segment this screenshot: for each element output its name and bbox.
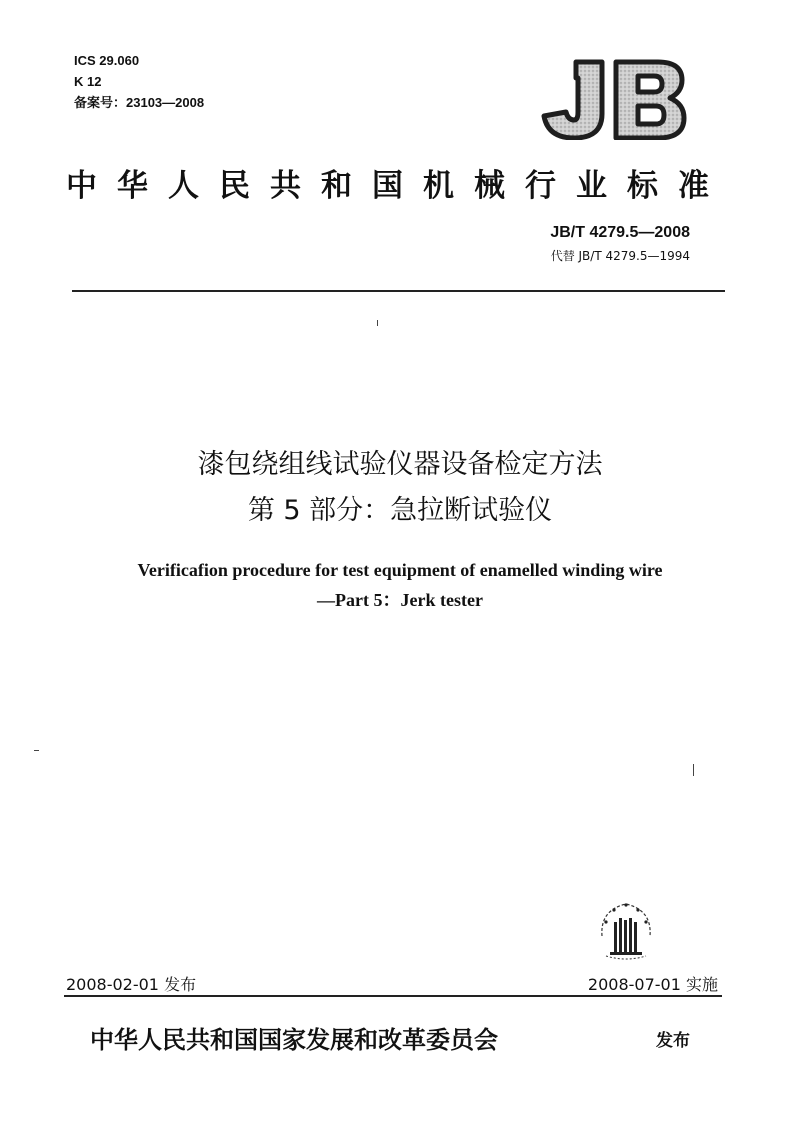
industry-standard-title: 中华人民共和国机械行业标准 <box>66 168 729 204</box>
header-divider <box>72 290 725 292</box>
title-english-line2: —Part 5：Jerk tester <box>317 590 483 610</box>
ccs-code: K 12 <box>74 74 102 89</box>
publisher-seal-icon <box>592 896 660 960</box>
issuing-authority-suffix: 发布 <box>656 1031 690 1051</box>
title-chinese-line1: 漆包绕组线试验仪器设备检定方法 <box>197 449 603 480</box>
standard-number: JB/T 4279.5—2008 <box>550 224 690 241</box>
issue-date: 2008-02-01 发布 <box>66 975 197 994</box>
footer-divider <box>64 995 722 997</box>
title-english-line1: Verificafion procedure for test equipment of enamelled winding wire <box>137 560 663 580</box>
ics-code: ICS 29.060 <box>74 53 140 68</box>
issuing-authority: 中华人民共和国国家发展和改革委员会 <box>90 1026 498 1054</box>
jb-logo <box>536 58 688 140</box>
title-chinese-line2: 第 5 部分：急拉断试验仪 <box>247 495 553 526</box>
filing-number: 备案号：23103—2008 <box>74 95 205 110</box>
scan-speck <box>34 750 39 751</box>
scan-speck <box>693 764 694 776</box>
classification-codes <box>74 50 204 113</box>
scan-speck <box>377 320 378 326</box>
replaced-standard: 代替 JB/T 4279.5—1994 <box>550 249 690 263</box>
implementation-date: 2008-07-01 实施 <box>587 975 718 994</box>
